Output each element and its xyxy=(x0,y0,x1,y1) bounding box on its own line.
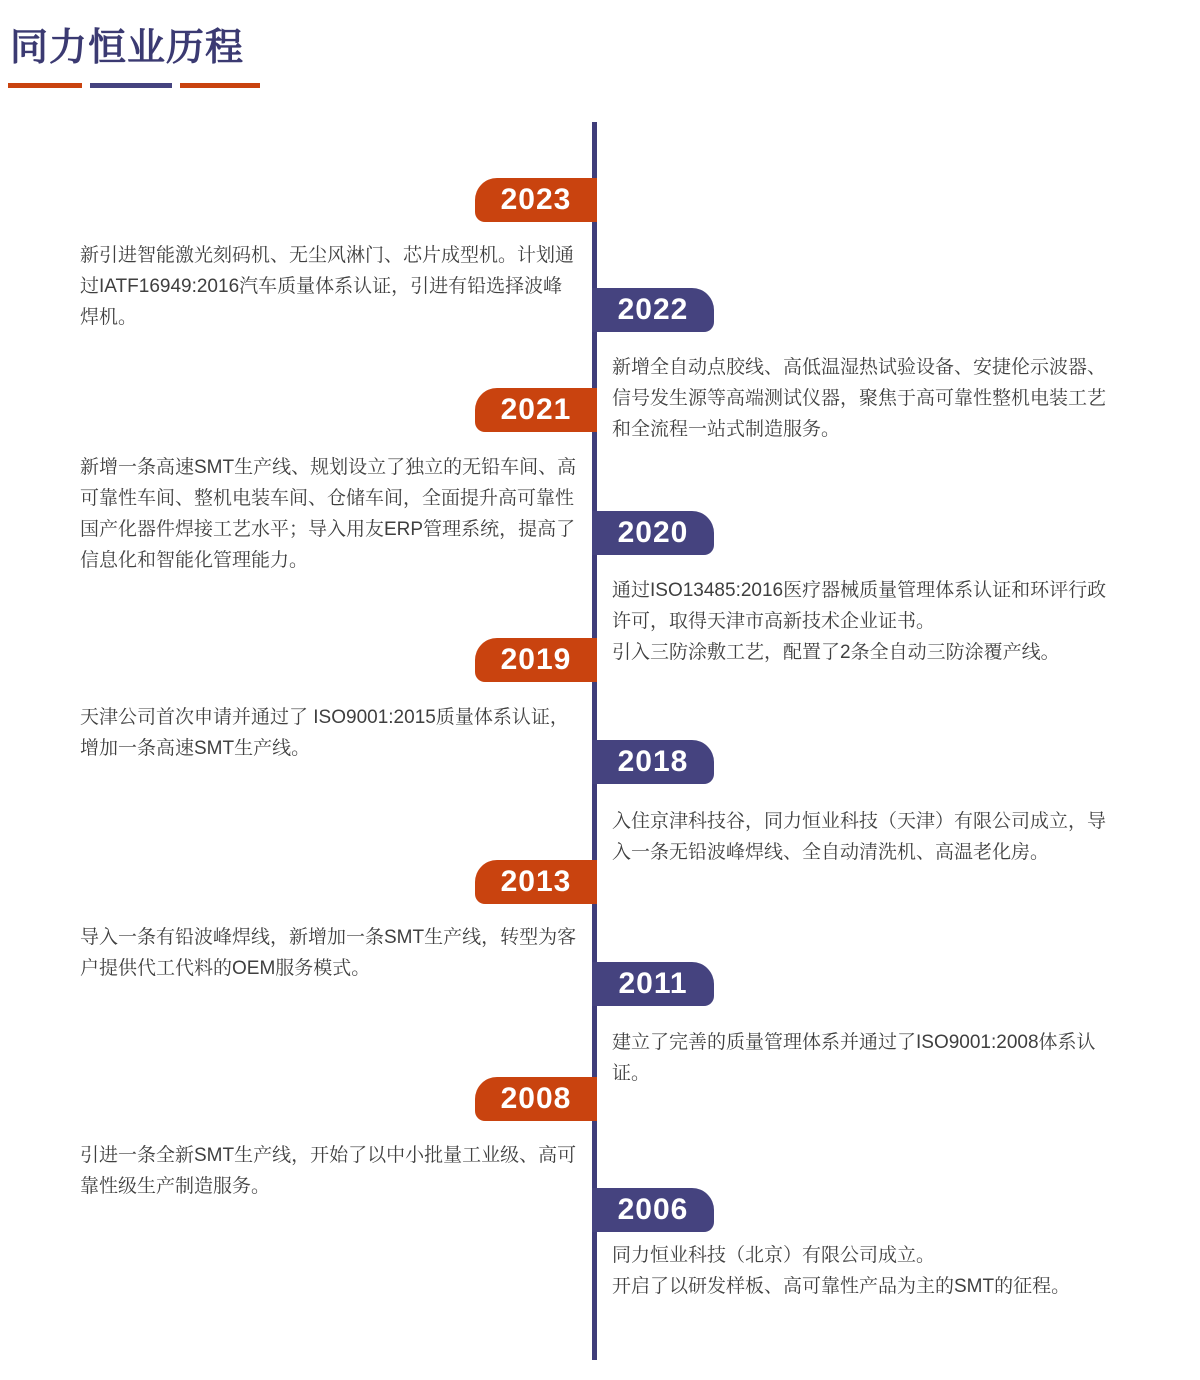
milestone-2006 xyxy=(612,1240,1110,1302)
milestone-2021-paragraph: 新增一条高速SMT生产线、规划设立了独立的无铅车间、高可靠性车间、整机电装车间、仓储车间，全面提升高可靠性国产化器件焊接工艺水平；导入用友ERP管理系统，提高了信息化和智能化管理能力。 xyxy=(80,457,577,571)
underline-segment-orange-left xyxy=(8,83,82,88)
milestone-2020 xyxy=(612,575,1110,668)
year-badge-2021: 2021 xyxy=(475,388,597,432)
milestone-2011-paragraph: 建立了完善的质量管理体系并通过了ISO9001:2008体系认证。 xyxy=(612,1032,1096,1084)
milestone-2019 xyxy=(80,702,578,764)
year-badge-2006: 2006 xyxy=(592,1188,714,1232)
milestone-2019-paragraph: 天津公司首次申请并通过了 ISO9001:2015质量体系认证，增加一条高速SMT生产线。 xyxy=(80,707,569,759)
milestone-2018-paragraph: 入住京津科技谷，同力恒业科技（天津）有限公司成立，导入一条无铅波峰焊线、全自动清洗机、高温老化房。 xyxy=(612,811,1107,863)
milestone-2021 xyxy=(80,452,578,576)
milestone-2008-paragraph: 引进一条全新SMT生产线，开始了以中小批量工业级、高可靠性级生产制造服务。 xyxy=(80,1145,577,1197)
year-badge-2023: 2023 xyxy=(475,178,597,222)
milestone-2013 xyxy=(80,922,578,984)
underline-segment-purple xyxy=(90,83,172,88)
year-badge-2022: 2022 xyxy=(592,288,714,332)
year-badge-2019: 2019 xyxy=(475,638,597,682)
year-badge-2013: 2013 xyxy=(475,860,597,904)
milestone-2023 xyxy=(80,240,578,333)
page-title: 同力恒业历程 xyxy=(10,27,245,69)
milestone-2006-paragraph-2: 开启了以研发样板、高可靠性产品为主的SMT的征程。 xyxy=(612,1276,1071,1297)
milestone-2020-paragraph-1: 通过ISO13485:2016医疗器械质量管理体系认证和环评行政许可，取得天津市高新技术企业证书。 xyxy=(612,580,1107,632)
milestone-2006-paragraph-1: 同力恒业科技（北京）有限公司成立。 xyxy=(612,1245,936,1266)
milestone-2022-paragraph: 新增全自动点胶线、高低温湿热试验设备、安捷伦示波器、信号发生源等高端测试仪器，聚焦于高可靠性整机电装工艺和全流程一站式制造服务。 xyxy=(612,357,1107,440)
year-badge-2011: 2011 xyxy=(592,962,714,1006)
milestone-2022 xyxy=(612,352,1110,445)
milestone-2013-paragraph: 导入一条有铅波峰焊线，新增加一条SMT生产线，转型为客户提供代工代料的OEM服务模式。 xyxy=(80,927,577,979)
underline-segment-orange-right xyxy=(180,83,260,88)
milestone-2023-paragraph: 新引进智能激光刻码机、无尘风淋门、芯片成型机。计划通过IATF16949:2016汽车质量体系认证，引进有铅选择波峰焊机。 xyxy=(80,245,575,328)
year-badge-2008: 2008 xyxy=(475,1077,597,1121)
title-underline xyxy=(0,83,300,88)
year-badge-2020: 2020 xyxy=(592,511,714,555)
milestone-2020-paragraph-2: 引入三防涂敷工艺，配置了2条全自动三防涂覆产线。 xyxy=(612,642,1060,663)
milestone-2018 xyxy=(612,806,1110,868)
milestone-2011 xyxy=(612,1027,1110,1089)
year-badge-2018: 2018 xyxy=(592,740,714,784)
milestone-2008 xyxy=(80,1140,578,1202)
